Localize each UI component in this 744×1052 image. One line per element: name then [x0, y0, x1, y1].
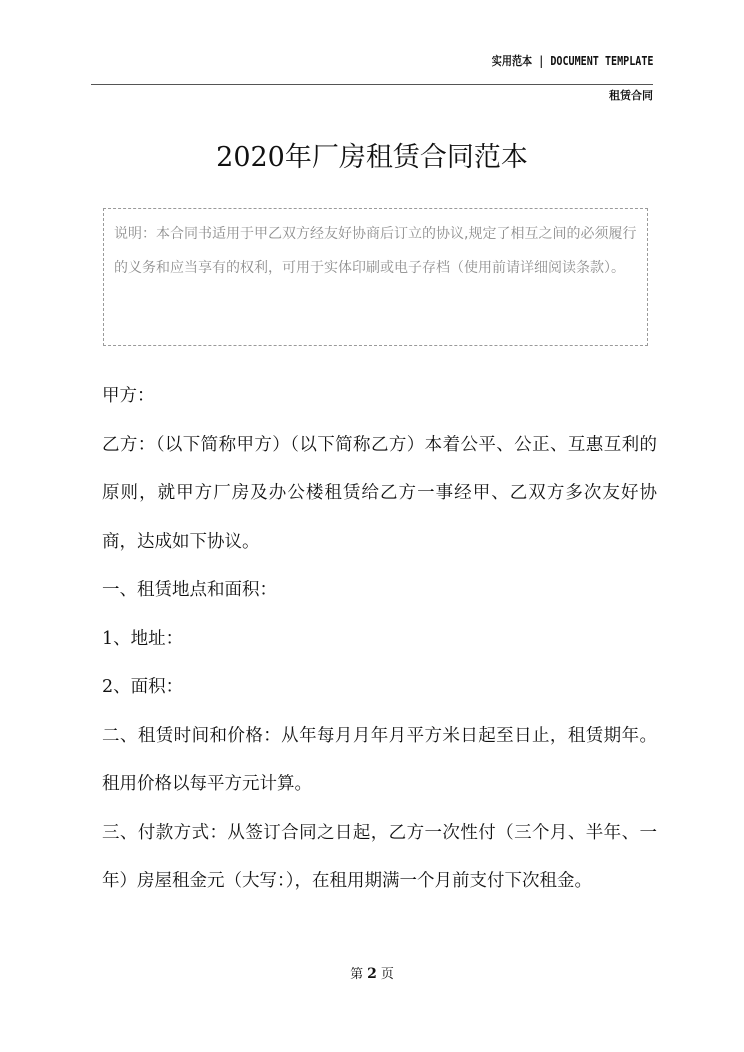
document-body — [102, 372, 657, 906]
header-brand: 实用范本 | DOCUMENT TEMPLATE — [491, 54, 653, 68]
section-1-heading: 一、租赁地点和面积： — [102, 580, 277, 600]
page-label-prefix: 第 — [350, 967, 364, 982]
address-item: 1、地址： — [102, 628, 184, 649]
section-3-paragraph: 三、付款方式：从签订合同之日起，乙方一次性付（三个月、半年、一年）房屋租金元（大写：），在租用期满一个月前支付下次租金。 — [102, 822, 657, 891]
notice-text: 说明：本合同书适用于甲乙双方经友好协商后订立的协议,规定了相互之间的必须履行的义务和应当享有的权利，可用于实体印刷或电子存档（使用前请详细阅读条款）。 — [114, 226, 637, 276]
page-label-suffix: 页 — [380, 967, 394, 982]
page-number: 2 — [367, 966, 377, 982]
document-title: 2020年厂房租赁合同范本 — [216, 142, 528, 173]
area-item: 2、面积： — [102, 677, 184, 697]
page-footer — [0, 965, 744, 984]
party-b-paragraph: 乙方：（以下简称甲方）（以下简称乙方）本着公平、公正、互惠互利的原则，就甲方厂房及办公楼租赁给乙方一事经甲、乙双方多次友好协商，达成如下协议。 — [102, 434, 657, 552]
header-divider — [91, 84, 653, 85]
notice-box — [103, 208, 648, 346]
section-2-paragraph: 二、租赁时间和价格：从年每月月年月平方米日起至日止，租赁期年。租用价格以每平方元计算。 — [102, 725, 657, 794]
header-category: 租赁合同 — [609, 89, 653, 102]
party-a-line: 甲方： — [102, 386, 155, 406]
